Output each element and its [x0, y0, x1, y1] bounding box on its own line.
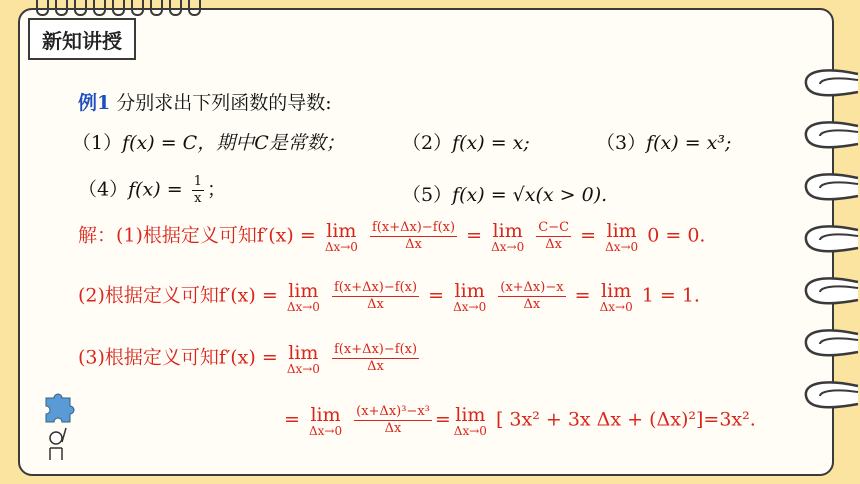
- question-number: （1）: [72, 132, 123, 154]
- solution-result: [ 3x² + 3x Δx + (Δx)²]=3x².: [495, 408, 756, 431]
- ring: [150, 0, 163, 16]
- fraction-denominator: Δx: [367, 359, 384, 374]
- question-text: f(x) = x;: [452, 132, 530, 154]
- question-text: f(x) = √x(x > 0).: [452, 184, 608, 206]
- coil-icon: [802, 118, 860, 154]
- limit-label: lim: [288, 279, 319, 302]
- coil-icon: [802, 274, 860, 310]
- limit: [287, 281, 320, 313]
- solution-line-4: [284, 404, 756, 437]
- question-text: f(x) = x³;: [646, 132, 732, 154]
- coil-icon: [802, 378, 860, 414]
- puzzle-person-icon: [40, 392, 76, 462]
- limit: [605, 221, 638, 253]
- limit-label: lim: [455, 403, 486, 426]
- limit: [309, 405, 342, 437]
- question-number: （3）: [596, 132, 647, 154]
- ring: [74, 0, 87, 16]
- limit-label: lim: [606, 219, 637, 242]
- ring: [188, 0, 201, 16]
- question-2: [402, 128, 530, 155]
- limit-label: lim: [288, 341, 319, 364]
- limit-sub: Δx→0: [308, 423, 343, 438]
- question-text: f(x) = C，期中C是常数；: [122, 132, 345, 154]
- equals: =: [574, 284, 591, 307]
- limit: [454, 405, 487, 437]
- solution-text: (2)根据定义可知f′(x) =: [78, 284, 278, 307]
- limit-label: lim: [454, 279, 485, 302]
- fraction: [370, 220, 457, 253]
- punctuation: ；: [206, 178, 226, 201]
- limit-sub: Δx→0: [599, 299, 633, 314]
- limit: [453, 281, 486, 313]
- ring: [131, 0, 144, 16]
- equals: =: [428, 284, 445, 307]
- ring: [169, 0, 182, 16]
- equals: =: [284, 408, 300, 431]
- question-number: （5）: [402, 184, 453, 206]
- solution-result: 1 = 1.: [641, 284, 700, 307]
- solution-line-3: [78, 342, 422, 375]
- limit-sub: Δx→0: [286, 361, 320, 376]
- fraction-numerator: f(x+Δx)−f(x): [333, 280, 418, 295]
- equals: =: [434, 408, 451, 431]
- fraction: [536, 220, 571, 253]
- limit: [287, 343, 320, 375]
- ring: [36, 0, 49, 16]
- fraction-denominator: Δx: [367, 297, 384, 312]
- fraction-numerator: (x+Δx)³−x³: [356, 404, 430, 419]
- solution-line-1: [78, 220, 705, 253]
- fraction: [332, 280, 419, 313]
- fraction: [192, 174, 204, 207]
- fraction-numerator: (x+Δx)−x: [500, 280, 564, 295]
- coil-icon: [802, 222, 860, 258]
- question-5: [402, 180, 607, 207]
- example-heading: [78, 88, 332, 115]
- fraction-numerator: f(x+Δx)−f(x): [333, 342, 418, 357]
- fraction-denominator: Δx: [523, 297, 541, 312]
- section-badge: 新知讲授: [28, 18, 136, 60]
- fraction-denominator: x: [194, 191, 202, 206]
- question-text: f(x) =: [128, 178, 183, 201]
- limit-label: lim: [492, 219, 523, 242]
- limit-label: lim: [310, 403, 341, 426]
- coil-icon: [802, 170, 860, 206]
- limit-sub: Δx→0: [324, 239, 358, 254]
- equals: =: [580, 224, 597, 247]
- limit-sub: Δx→0: [605, 239, 639, 254]
- coil-icon: [802, 66, 860, 102]
- question-3: [596, 128, 731, 155]
- limit: [600, 281, 633, 313]
- limit-sub: Δx→0: [453, 299, 487, 314]
- example-title: 分别求出下列函数的导数:: [110, 92, 332, 114]
- solution-text: (3)根据定义可知f′(x) =: [78, 346, 278, 369]
- limit-label: lim: [326, 219, 357, 242]
- ring: [112, 0, 125, 16]
- fraction-denominator: Δx: [405, 237, 422, 252]
- question-1: [72, 128, 345, 155]
- binder-rings: [36, 0, 201, 18]
- fraction: [354, 404, 432, 437]
- question-number: （2）: [402, 132, 453, 154]
- fraction-numerator: C−C: [538, 220, 570, 235]
- ring: [55, 0, 68, 16]
- limit-sub: Δx→0: [453, 423, 487, 438]
- limit-sub: Δx→0: [491, 239, 525, 254]
- fraction-numerator: 1: [193, 174, 202, 189]
- solution-text: 解：(1)根据定义可知f′(x) =: [78, 224, 316, 247]
- fraction-denominator: Δx: [545, 237, 563, 252]
- limit-sub: Δx→0: [286, 299, 320, 314]
- ring: [93, 0, 106, 16]
- example-label: 例1: [78, 92, 111, 114]
- limit-label: lim: [601, 279, 632, 302]
- question-4: [78, 174, 226, 207]
- fraction-denominator: Δx: [384, 421, 402, 436]
- equals: =: [466, 224, 483, 247]
- fraction: [332, 342, 419, 375]
- limit: [325, 221, 358, 253]
- coil-icon: [802, 326, 860, 362]
- limit: [491, 221, 524, 253]
- solution-line-2: [78, 280, 700, 313]
- question-number: （4）: [78, 178, 129, 201]
- fraction-numerator: f(x+Δx)−f(x): [371, 220, 456, 235]
- fraction: [498, 280, 565, 313]
- solution-result: 0 = 0.: [647, 224, 706, 247]
